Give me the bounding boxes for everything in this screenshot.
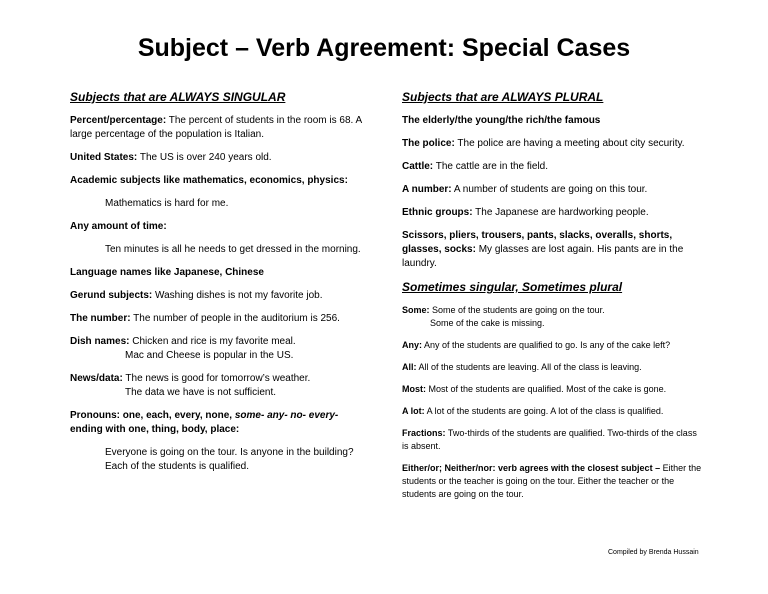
example-pronouns [70, 446, 370, 474]
rule-text: The US is over 240 years old. [137, 152, 272, 163]
rule-text-second: Some of the cake is missing. [430, 318, 545, 328]
rule-label: Language names like Japanese, Chinese [70, 267, 264, 278]
rule-label: Academic subjects like mathematics, economics, physics: [70, 175, 348, 186]
example-everyone: Everyone is going on the tour. Is anyone in the building? [105, 447, 354, 458]
rule-text: Chicken and rice is my favorite meal. [129, 336, 296, 347]
example-mathematics: Mathematics is hard for me. [105, 198, 229, 209]
rule-text: The Japanese are hardworking people. [472, 207, 649, 218]
rule-text: A lot of the students are going. A lot of the class is qualified. [424, 406, 664, 416]
plural-heading: Subjects that are ALWAYS PLURAL [402, 90, 604, 104]
rule-label: Any amount of time: [70, 221, 167, 232]
sometimes-heading: Sometimes singular, Sometimes plural [402, 280, 623, 294]
rule-percent [70, 114, 370, 142]
rule-a-number [402, 183, 702, 197]
rule-text: Any of the students are qualified to go. Is any of the cake left? [422, 340, 671, 350]
rule-text: The cattle are in the field. [433, 161, 549, 172]
rule-label: Percent/percentage: [70, 115, 167, 126]
rule-some [402, 304, 702, 330]
rule-label: A lot: [402, 406, 425, 416]
rule-language-names [70, 266, 370, 280]
rule-text: The percent of students in the room is 68. A large percentage of the population is Italian. [70, 115, 362, 140]
rule-label: News/data: [70, 373, 123, 384]
rule-scissors [402, 229, 702, 271]
rule-label: The police: [402, 138, 455, 149]
rule-either-or [402, 462, 702, 501]
rule-label: The number: [70, 313, 131, 324]
rule-the-number [70, 312, 370, 326]
rule-pronouns [70, 409, 370, 437]
rule-label: The elderly/the young/the rich/the famous [402, 115, 601, 126]
rule-a-lot [402, 405, 702, 418]
rule-label: Either/or; Neither/nor: verb agrees with the closest subject – [402, 463, 661, 473]
rule-label: Cattle: [402, 161, 434, 172]
rule-text-second: The data we have is not sufficient. [125, 387, 277, 398]
rule-elderly [402, 114, 702, 128]
singular-column [70, 90, 370, 483]
rule-ethnic-groups [402, 206, 702, 220]
example-ten-minutes: Ten minutes is all he needs to get dressed in the morning. [105, 244, 361, 255]
singular-heading: Subjects that are ALWAYS SINGULAR [70, 90, 286, 104]
compiled-by: Compiled by Brenda Hussain [608, 549, 699, 556]
rule-gerund [70, 289, 370, 303]
rule-police [402, 137, 702, 151]
rule-text: The police are having a meeting about city security. [454, 138, 685, 149]
rule-most [402, 383, 702, 396]
rule-text: The news is good for tomorrow’s weather. [122, 373, 311, 384]
rule-text: Washing dishes is not my favorite job. [152, 290, 323, 301]
rule-text: My glasses are lost again. His pants are in the laundry. [402, 244, 684, 269]
rule-cattle [402, 160, 702, 174]
rule-label-end: ending with one, thing, body, place: [70, 424, 240, 435]
example-each: Each of the students is qualified. [105, 461, 249, 472]
rule-label: Most: [402, 384, 426, 394]
rule-label-italic: some- any- no- every- [232, 410, 339, 421]
rule-united-states [70, 151, 370, 165]
rule-amount-of-time [70, 220, 370, 234]
rule-news-data [70, 372, 370, 400]
rule-text: The number of people in the auditorium is 256. [130, 313, 340, 324]
rule-label: Ethnic groups: [402, 207, 473, 218]
rule-text-second: Mac and Cheese is popular in the US. [125, 350, 294, 361]
rule-text: Most of the students are qualified. Most of the cake is gone. [426, 384, 667, 394]
rule-text: All of the students are leaving. All of the class is leaving. [416, 362, 642, 372]
rule-label: Pronouns: one, each, every, none, [70, 410, 233, 421]
rule-text: A number of students are going on this tour. [451, 184, 648, 195]
rule-label: All: [402, 362, 417, 372]
rule-any [402, 339, 702, 352]
rule-label: Gerund subjects: [70, 290, 153, 301]
rule-text: Some of the students are going on the tour. [429, 305, 605, 315]
rule-academic-subjects [70, 174, 370, 188]
page-title: Subject – Verb Agreement: Special Cases [137, 34, 631, 62]
rule-text: Either the students or the teacher is going on the tour. Either the teacher or the students are going on the tour. [402, 463, 702, 499]
plural-column [402, 90, 702, 510]
rule-label: United States: [70, 152, 138, 163]
rule-label: Fractions: [402, 428, 446, 438]
rule-text: Two-thirds of the students are qualified. Two-thirds of the class is absent. [402, 428, 697, 451]
rule-fractions [402, 427, 702, 453]
rule-label: Scissors, pliers, trousers, pants, slacks, overalls, shorts, glasses, socks: [402, 230, 673, 255]
rule-dish-names [70, 335, 370, 363]
rule-label: Dish names: [70, 336, 130, 347]
rule-label: A number: [402, 184, 452, 195]
rule-label: Some: [402, 305, 430, 315]
rule-all [402, 361, 702, 374]
rule-label: Any: [402, 340, 422, 350]
